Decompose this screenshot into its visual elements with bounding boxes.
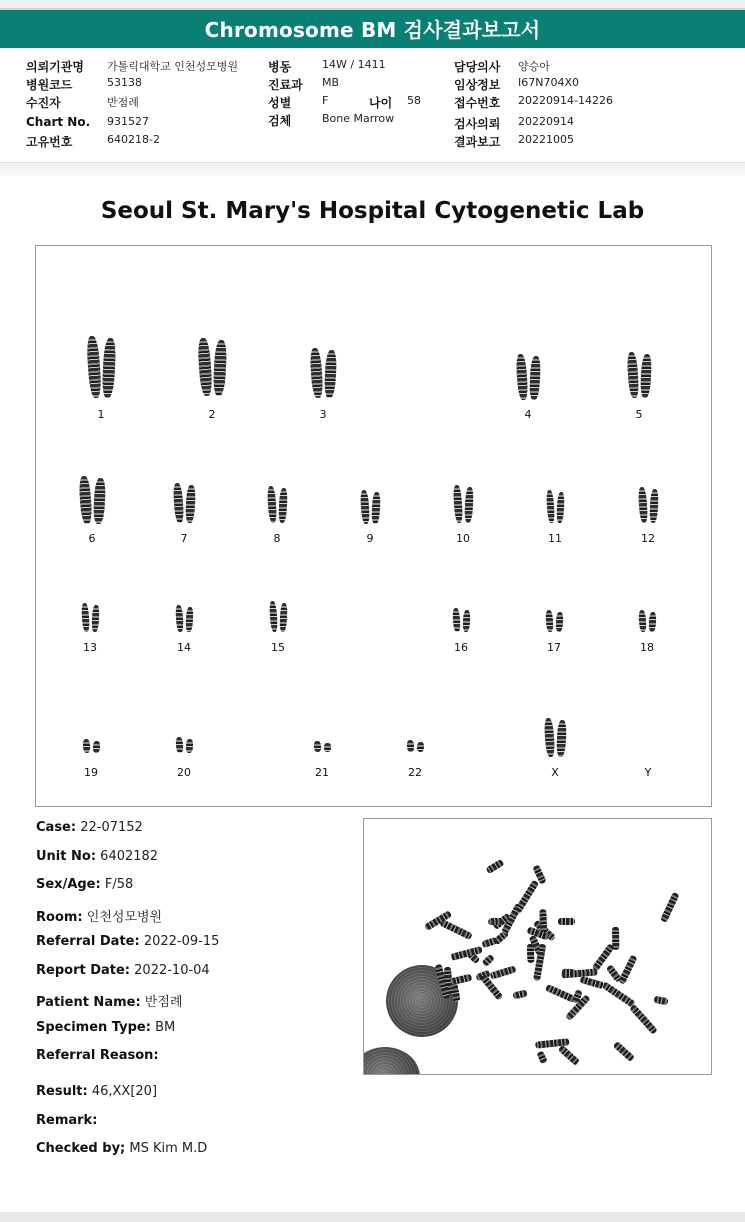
chromosome-label: 20 xyxy=(177,766,191,779)
info-value: 640218-2 xyxy=(107,133,160,146)
unit-label: Unit No: xyxy=(36,849,97,864)
info-value: 58 xyxy=(407,94,421,107)
info-value: F xyxy=(322,94,329,107)
metaphase-chromosome xyxy=(558,918,574,925)
chromosome-2 xyxy=(212,340,227,397)
metaphase-chromosome xyxy=(562,968,577,976)
chromosome-15 xyxy=(279,603,288,632)
chromosome-label: 5 xyxy=(635,408,643,421)
metaphase-chromosome xyxy=(619,955,638,985)
chromosome-label: X xyxy=(551,766,559,779)
info-label: 성별 xyxy=(268,96,292,110)
case-row xyxy=(36,820,143,835)
chromosome-8 xyxy=(266,486,277,523)
chromosome-8 xyxy=(278,488,288,523)
info-value: 931527 xyxy=(107,115,149,128)
metaphase-chromosome xyxy=(481,954,495,968)
unit-row xyxy=(36,849,158,864)
chromosome-21 xyxy=(323,743,330,752)
room-value: 인천성모병원 xyxy=(86,910,163,925)
chromosome-10 xyxy=(452,485,463,523)
metaphase-chromosome xyxy=(527,944,535,963)
case-label: Case: xyxy=(36,820,77,835)
chromosome-21 xyxy=(313,741,321,752)
chromosome-label: 11 xyxy=(548,532,562,545)
info-label: 고유번호 xyxy=(26,135,73,149)
chromosome-13 xyxy=(80,603,89,632)
info-value: 53138 xyxy=(107,76,142,89)
chromosome-19 xyxy=(82,739,90,753)
chromosome-2 xyxy=(196,338,212,397)
chromosome-pair-13 xyxy=(70,603,110,654)
info-value: 반점례 xyxy=(107,96,139,109)
unit-value: 6402182 xyxy=(100,849,159,864)
checked-by-value: MS Kim M.D xyxy=(129,1141,208,1156)
chromosome-pair-5 xyxy=(619,352,659,421)
info-label: 접수번호 xyxy=(454,96,501,110)
bottom-strip xyxy=(0,1212,745,1222)
metaphase-chromosome xyxy=(490,966,517,980)
section-divider xyxy=(0,162,745,176)
chromosome-18 xyxy=(638,610,647,632)
metaphase-chromosome xyxy=(558,1045,581,1066)
chromosome-label: 8 xyxy=(273,532,281,545)
report-date-value: 2022-10-04 xyxy=(134,963,210,978)
checked-by-row xyxy=(36,1141,207,1156)
report-date-label: Report Date: xyxy=(36,963,131,978)
info-value: Bone Marrow xyxy=(322,112,395,125)
metaphase-chromosome xyxy=(439,919,473,940)
chromosome-10 xyxy=(464,487,474,523)
chromosome-label: 22 xyxy=(408,766,422,779)
info-label: 결과보고 xyxy=(454,135,501,149)
info-label: 임상정보 xyxy=(454,78,501,92)
chromosome-pair-2 xyxy=(192,338,232,421)
patient-name-value: 반점례 xyxy=(144,995,183,1010)
chromosome-14 xyxy=(175,605,184,632)
metaphase-chromosome xyxy=(579,976,604,989)
info-value: I67N704X0 xyxy=(518,76,579,89)
info-label: Chart No. xyxy=(26,115,91,129)
result-row xyxy=(36,1084,157,1099)
info-value: 20221005 xyxy=(518,133,574,146)
info-value: MB xyxy=(322,76,340,89)
report-date-row xyxy=(36,963,210,978)
chromosome-pair-7 xyxy=(164,483,204,545)
metaphase-chromosome xyxy=(629,1004,658,1035)
specimen-label: Specimen Type: xyxy=(36,1020,151,1035)
info-label: 의뢰기관명 xyxy=(26,60,84,74)
chromosome-pair-22 xyxy=(395,740,435,779)
chromosome-pair-9 xyxy=(350,490,390,545)
chromosome-X xyxy=(556,720,567,757)
report-title: Chromosome BM 검사결과보고서 xyxy=(204,18,541,42)
checked-by-label: Checked by; xyxy=(36,1141,126,1156)
interphase-nucleus xyxy=(363,1047,420,1075)
info-label: 진료과 xyxy=(268,78,303,92)
chromosome-label: 14 xyxy=(177,641,191,654)
karyogram-panel xyxy=(35,245,712,807)
info-value: 20220914 xyxy=(518,115,574,128)
chromosome-16 xyxy=(452,608,461,632)
info-value: 양승아 xyxy=(518,60,550,73)
chromosome-pair-3 xyxy=(303,348,343,421)
sexage-value: F/58 xyxy=(104,877,134,892)
metaphase-chromosome xyxy=(659,892,679,923)
chromosome-15 xyxy=(268,601,277,632)
info-label: 병동 xyxy=(268,60,292,74)
chromosome-label: 4 xyxy=(524,408,532,421)
chromosome-label: 15 xyxy=(271,641,285,654)
chromosome-label: Y xyxy=(644,766,652,779)
metaphase-chromosome xyxy=(536,1051,547,1065)
lab-title: Seoul St. Mary's Hospital Cytogenetic Lab xyxy=(100,198,645,224)
chromosome-pair-10 xyxy=(443,485,483,545)
chromosome-16 xyxy=(462,610,470,632)
chromosome-pair-1 xyxy=(81,336,121,421)
info-label: 담당의사 xyxy=(454,60,501,74)
report-header xyxy=(0,8,745,48)
sexage-row xyxy=(36,877,133,892)
referral-date-value: 2022-09-15 xyxy=(143,934,220,949)
chromosome-6 xyxy=(92,478,105,525)
chromosome-label: 12 xyxy=(641,532,655,545)
info-value: 가톨릭대학교 인천성모병원 xyxy=(107,60,239,73)
patient-info-block xyxy=(0,56,745,156)
chromosome-label: 10 xyxy=(456,532,470,545)
patient-name-label: Patient Name: xyxy=(36,995,141,1010)
metaphase-chromosome xyxy=(606,964,622,983)
chromosome-X xyxy=(543,718,555,758)
chromosome-5 xyxy=(626,352,639,399)
info-label: 검체 xyxy=(268,114,292,128)
metaphase-chromosome xyxy=(486,859,505,874)
chromosome-label: 13 xyxy=(83,641,97,654)
info-label: 검사의뢰 xyxy=(454,117,501,131)
chromosome-20 xyxy=(175,737,183,753)
remark-row xyxy=(36,1113,97,1128)
chromosome-label: 18 xyxy=(640,641,654,654)
chromosome-pair-21 xyxy=(302,741,342,779)
info-label: 수진자 xyxy=(26,96,61,110)
metaphase-chromosome xyxy=(514,879,539,913)
chromosome-pair-15 xyxy=(258,601,298,654)
info-label: 나이 xyxy=(369,96,393,110)
patient-name-row xyxy=(36,991,182,1010)
chromosome-7 xyxy=(172,483,184,524)
chromosome-pair-17 xyxy=(534,610,574,654)
chromosome-5 xyxy=(639,354,651,398)
chromosome-pair-6 xyxy=(72,476,112,545)
info-label: 병원코드 xyxy=(26,78,73,92)
room-row xyxy=(36,906,162,925)
chromosome-label: 3 xyxy=(319,408,327,421)
chromosome-18 xyxy=(648,612,656,632)
case-value: 22-07152 xyxy=(80,820,143,835)
result-label: Result: xyxy=(36,1084,88,1099)
chromosome-17 xyxy=(555,612,563,632)
sexage-label: Sex/Age: xyxy=(36,877,101,892)
chromosome-label: 16 xyxy=(454,641,468,654)
chromosome-pair-12 xyxy=(628,487,668,545)
chromosome-6 xyxy=(78,476,92,525)
chromosome-20 xyxy=(185,739,193,753)
chromosome-9 xyxy=(371,492,381,524)
chromosome-12 xyxy=(637,487,647,523)
metaphase-chromosome xyxy=(488,917,503,924)
info-value: 14W / 1411 xyxy=(322,58,386,71)
chromosome-pair-14 xyxy=(164,605,204,654)
metaphase-chromosome xyxy=(512,989,527,999)
remark-label: Remark: xyxy=(36,1113,98,1128)
chromosome-1 xyxy=(85,336,101,399)
chromosome-9 xyxy=(359,490,369,524)
chromosome-pair-8 xyxy=(257,486,297,545)
chromosome-12 xyxy=(649,489,659,523)
chromosome-3 xyxy=(323,350,336,399)
chromosome-3 xyxy=(309,348,323,399)
chromosome-22 xyxy=(416,742,424,752)
referral-date-row xyxy=(36,934,219,949)
chromosome-7 xyxy=(185,485,196,523)
chromosome-22 xyxy=(406,740,414,752)
chromosome-13 xyxy=(91,605,99,632)
chromosome-pair-X xyxy=(535,718,575,779)
metaphase-chromosome xyxy=(450,974,472,985)
chromosome-label: 1 xyxy=(97,408,105,421)
chromosome-label: 19 xyxy=(84,766,98,779)
chromosome-label: 2 xyxy=(208,408,216,421)
chromosome-11 xyxy=(545,490,554,523)
metaphase-chromosome xyxy=(654,995,669,1005)
room-label: Room: xyxy=(36,910,83,925)
metaphase-chromosome xyxy=(612,1041,634,1062)
chromosome-label: 17 xyxy=(547,641,561,654)
chromosome-1 xyxy=(101,338,116,399)
chromosome-4 xyxy=(528,356,540,400)
specimen-value: BM xyxy=(155,1020,176,1035)
chromosome-label: 21 xyxy=(315,766,329,779)
chromosome-pair-20 xyxy=(164,737,204,779)
specimen-row xyxy=(36,1020,175,1035)
chromosome-4 xyxy=(515,354,528,401)
chromosome-pair-19 xyxy=(71,739,111,779)
referral-date-label: Referral Date: xyxy=(36,934,140,949)
referral-reason-label: Referral Reason: xyxy=(36,1048,159,1063)
chromosome-pair-11 xyxy=(535,490,575,545)
metaphase-chromosome xyxy=(545,984,576,1003)
chromosome-pair-4 xyxy=(508,354,548,421)
chromosome-label: 6 xyxy=(88,532,96,545)
metaphase-chromosome xyxy=(481,936,498,947)
chromosome-17 xyxy=(545,610,554,632)
metaphase-chromosome xyxy=(602,981,636,1007)
info-value: 20220914-14226 xyxy=(518,94,613,107)
chromosome-pair-18 xyxy=(627,610,667,654)
metaphase-image xyxy=(363,818,712,1075)
chromosome-14 xyxy=(185,607,193,632)
referral-reason-row xyxy=(36,1048,159,1063)
chromosome-pair-16 xyxy=(441,608,481,654)
top-strip xyxy=(0,0,745,8)
chromosome-19 xyxy=(92,741,100,753)
chromosome-11 xyxy=(556,492,565,523)
chromosome-label: 9 xyxy=(366,532,374,545)
result-value: 46,XX[20] xyxy=(91,1084,158,1099)
chromosome-label: 7 xyxy=(180,532,188,545)
